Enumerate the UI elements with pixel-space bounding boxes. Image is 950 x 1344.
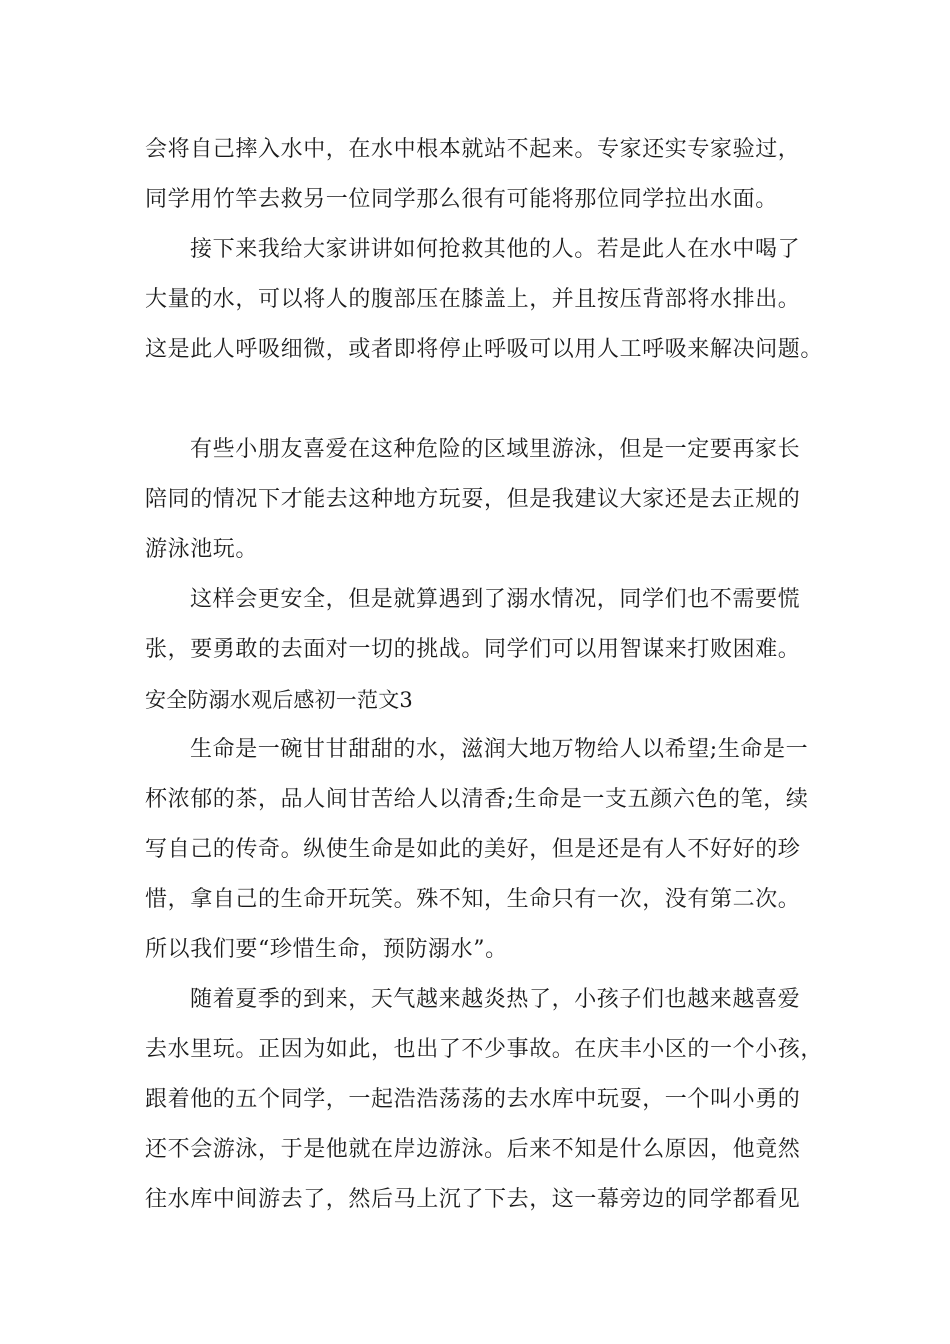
- text-line: 还不会游泳，于是他就在岸边游泳。后来不知是什么原因，他竟然: [145, 1137, 801, 1162]
- text-line: 生命是一碗甘甘甜甜的水，滋润大地万物给人以希望;生命是一: [190, 737, 809, 762]
- text-line: 跟着他的五个同学，一起浩浩荡荡的去水库中玩耍，一个叫小勇的: [145, 1087, 801, 1112]
- text-line: 去水里玩。正因为如此，也出了不少事故。在庆丰小区的一个小孩，: [145, 1037, 824, 1062]
- text-line: 游泳池玩。: [145, 537, 259, 562]
- text-line: 张，要勇敢的去面对一切的挑战。同学们可以用智谋来打败困难。: [145, 637, 801, 662]
- text-line: 陪同的情况下才能去这种地方玩耍，但是我建议大家还是去正规的: [145, 487, 801, 512]
- text-line: 有些小朋友喜爱在这种危险的区域里游泳，但是一定要再家长: [190, 437, 801, 462]
- text-line: 这是此人呼吸细微，或者即将停止呼吸可以用人工呼吸来解决问题。: [145, 337, 824, 362]
- text-line: 大量的水，可以将人的腹部压在膝盖上，并且按压背部将水排出。: [145, 287, 801, 312]
- text-line: 所以我们要“珍惜生命，预防溺水”。: [145, 937, 508, 962]
- text-line: 往水库中间游去了，然后马上沉了下去，这一幕旁边的同学都看见: [145, 1187, 801, 1212]
- text-line: 杯浓郁的茶，品人间甘苦给人以清香;生命是一支五颜六色的笔，续: [145, 787, 809, 812]
- text-line: 这样会更安全，但是就算遇到了溺水情况，同学们也不需要慌: [190, 587, 801, 612]
- text-line: 接下来我给大家讲讲如何抢救其他的人。若是此人在水中喝了: [190, 237, 801, 262]
- text-line: 写自己的传奇。纵使生命是如此的美好，但是还是有人不好好的珍: [145, 837, 801, 862]
- section-heading: 安全防溺水观后感初一范文3: [145, 688, 413, 712]
- text-line: 随着夏季的到来，天气越来越炎热了，小孩子们也越来越喜爱: [190, 987, 801, 1012]
- text-line: 会将自己摔入水中，在水中根本就站不起来。专家还实专家验过，: [145, 137, 801, 162]
- text-line: 惜，拿自己的生命开玩笑。殊不知，生命只有一次，没有第二次。: [145, 887, 801, 912]
- text-line: 同学用竹竿去救另一位同学那么很有可能将那位同学拉出水面。: [145, 187, 778, 212]
